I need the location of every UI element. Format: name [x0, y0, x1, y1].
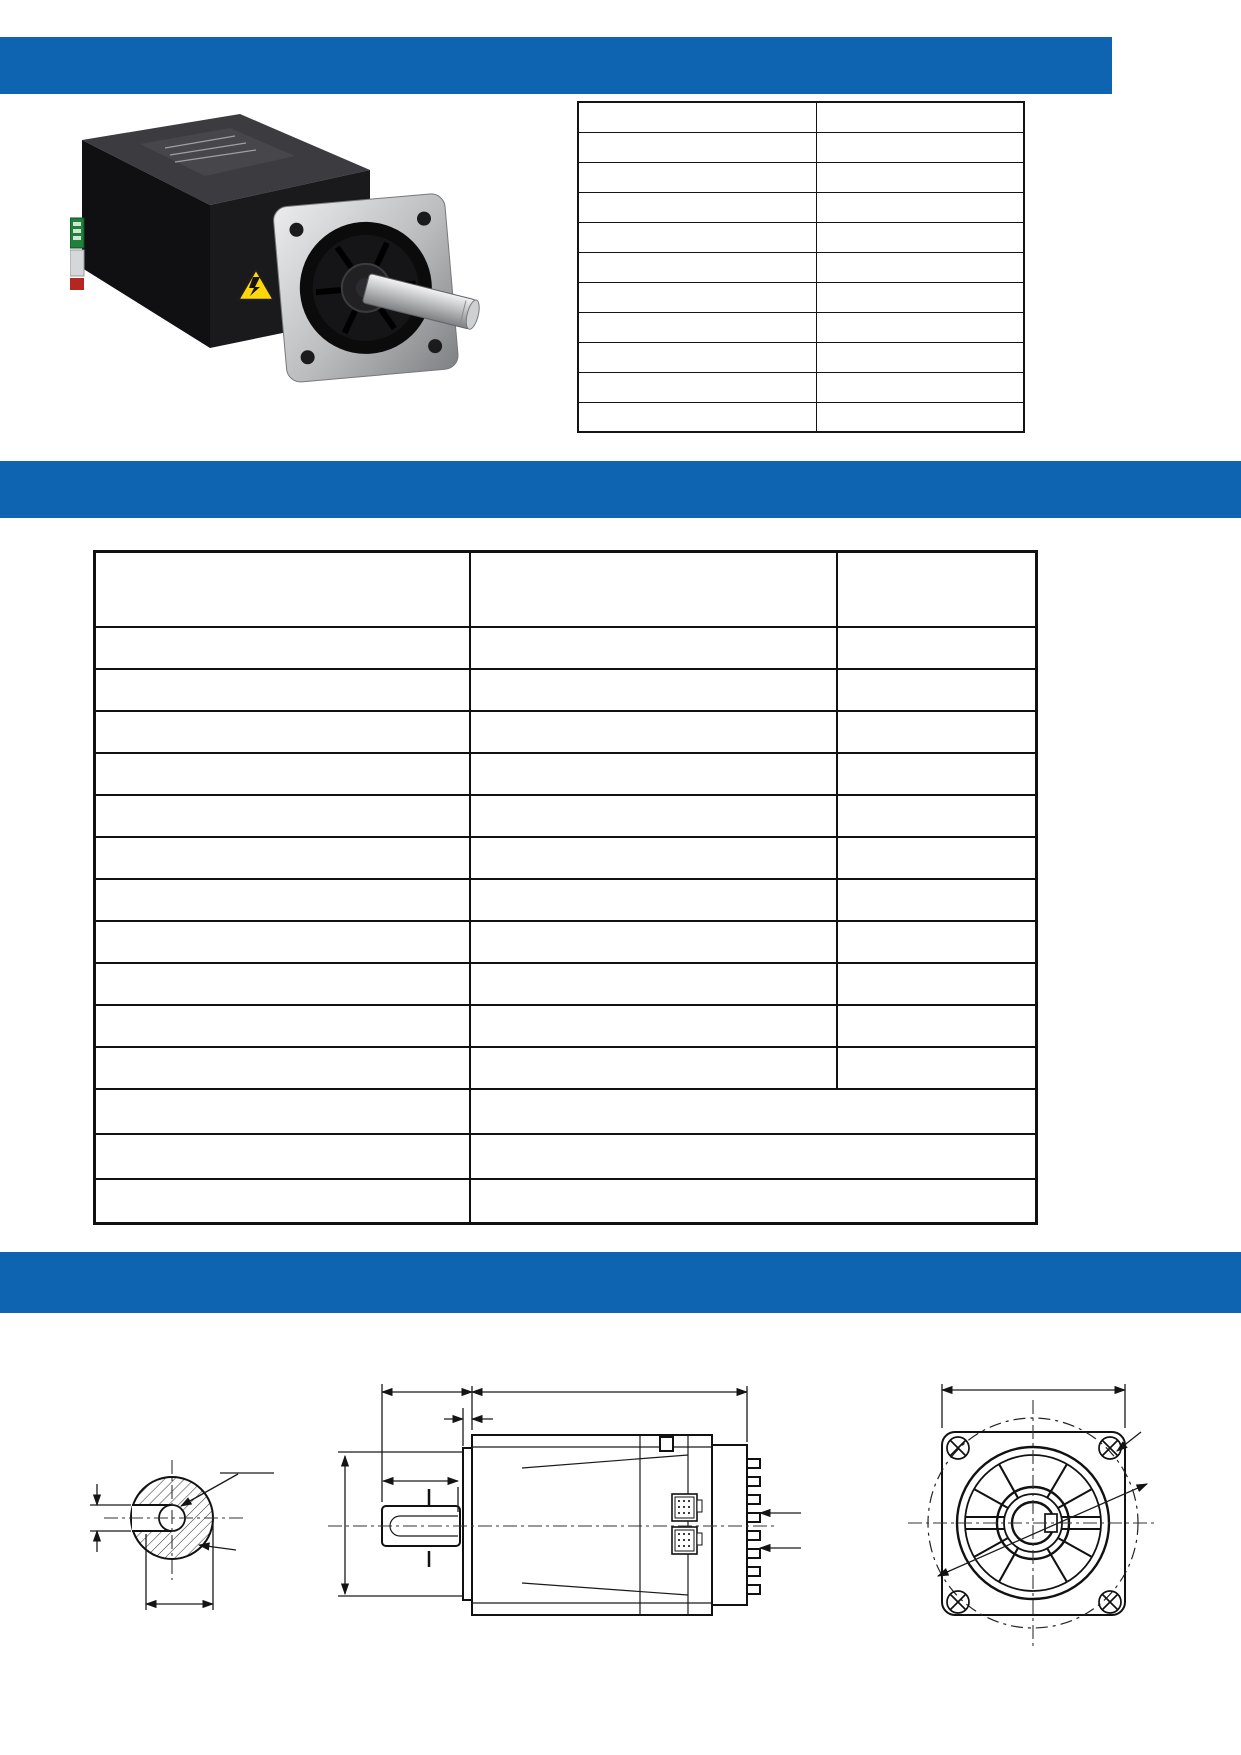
param-value-a [470, 795, 837, 837]
param-row-power [95, 669, 1037, 711]
connector-cn7-symbol [672, 1527, 702, 1554]
param-row-motor-length [95, 1047, 1037, 1089]
spec-value [816, 342, 1024, 372]
spec-header-specification [816, 102, 1024, 132]
spec-item [578, 372, 816, 402]
param-row-max-speed [95, 879, 1037, 921]
param-value-b [837, 837, 1037, 879]
param-label [95, 711, 470, 753]
front-view-drawing [908, 1384, 1158, 1650]
param-value-a [470, 1005, 837, 1047]
spec-item [578, 132, 816, 162]
spec-row-winding [578, 132, 1024, 162]
param-row-protection-level [95, 1179, 1037, 1224]
terminal-connector [70, 218, 84, 290]
param-row-voltage [95, 627, 1037, 669]
spec-row-insulation-class [578, 342, 1024, 372]
params-header-row [95, 552, 1037, 627]
param-label [95, 1005, 470, 1047]
param-label [95, 795, 470, 837]
param-value-b [837, 879, 1037, 921]
param-merged-value [470, 1179, 1037, 1224]
param-label [95, 963, 470, 1005]
spec-value [816, 162, 1024, 192]
spec-row-insulation-resistance [578, 402, 1024, 432]
param-row-moment-coefficient [95, 1005, 1037, 1047]
param-label [95, 1089, 470, 1134]
installation-banner [0, 1252, 1241, 1313]
param-value-b [837, 711, 1037, 753]
spec-value [816, 402, 1024, 432]
mounting-holes [947, 1437, 1121, 1613]
param-value-b [837, 963, 1037, 1005]
param-value-b [837, 1047, 1037, 1089]
param-row-current [95, 711, 1037, 753]
param-label [95, 1047, 470, 1089]
param-value-a [470, 879, 837, 921]
param-row-line-inductance [95, 963, 1037, 1005]
param-value-b [837, 627, 1037, 669]
param-value-b [837, 1005, 1037, 1047]
param-row-rated-torque [95, 753, 1037, 795]
side-view-drawing [328, 1384, 801, 1615]
spec-value [816, 192, 1024, 222]
spec-item [578, 192, 816, 222]
spec-row-encoder [578, 162, 1024, 192]
installation-drawings [60, 1355, 1241, 1755]
spec-item [578, 312, 816, 342]
spec-item [578, 222, 816, 252]
param-label [95, 627, 470, 669]
spec-row-dielectric [578, 372, 1024, 402]
connector-cn6-symbol [672, 1494, 702, 1521]
param-value-b [837, 795, 1037, 837]
param-label [95, 837, 470, 879]
param-label [95, 753, 470, 795]
param-label [95, 1134, 470, 1179]
spec-value [816, 222, 1024, 252]
spec-item [578, 342, 816, 372]
param-value-a [470, 1047, 837, 1089]
param-row-insulation-level [95, 1134, 1037, 1179]
spec-row-radial-clearance [578, 222, 1024, 252]
model-a [470, 552, 837, 627]
spec-value [816, 132, 1024, 162]
motor-photo-illustration [70, 100, 485, 405]
spec-item [578, 402, 816, 432]
spec-item [578, 252, 816, 282]
param-row-pole-pairs [95, 1089, 1037, 1134]
param-row-line-resistance [95, 921, 1037, 963]
param-label [95, 1179, 470, 1224]
spec-value [816, 252, 1024, 282]
param-value-a [470, 963, 837, 1005]
spec-value [816, 282, 1024, 312]
param-value-a [470, 753, 837, 795]
param-label [95, 879, 470, 921]
param-value-b [837, 669, 1037, 711]
param-merged-value [470, 1089, 1037, 1134]
motor-parameters-banner [0, 461, 1241, 518]
param-row-rated-speed [95, 837, 1037, 879]
motor-parameters-table [93, 550, 1038, 1225]
series-banner [0, 37, 1112, 94]
param-label [95, 921, 470, 963]
spec-value [816, 372, 1024, 402]
motor-model-label [95, 552, 470, 627]
spec-header-item [578, 102, 816, 132]
param-merged-value [470, 1134, 1037, 1179]
spec-row-runout [578, 192, 1024, 222]
spec-item [578, 282, 816, 312]
spec-table [577, 101, 1025, 433]
param-value-b [837, 753, 1037, 795]
spec-item [578, 162, 816, 192]
spec-row-axial-clearance [578, 252, 1024, 282]
param-label [95, 669, 470, 711]
param-value-a [470, 711, 837, 753]
param-value-a [470, 921, 837, 963]
spec-header-row [578, 102, 1024, 132]
spec-row-axial-load [578, 312, 1024, 342]
param-value-b [837, 921, 1037, 963]
param-value-a [470, 669, 837, 711]
spec-value [816, 312, 1024, 342]
model-b [837, 552, 1037, 627]
param-value-a [470, 627, 837, 669]
spec-row-radial-load [578, 282, 1024, 312]
section-view-drawing [90, 1460, 274, 1610]
motor-photo [70, 100, 485, 405]
param-value-a [470, 837, 837, 879]
param-row-peak-torque [95, 795, 1037, 837]
